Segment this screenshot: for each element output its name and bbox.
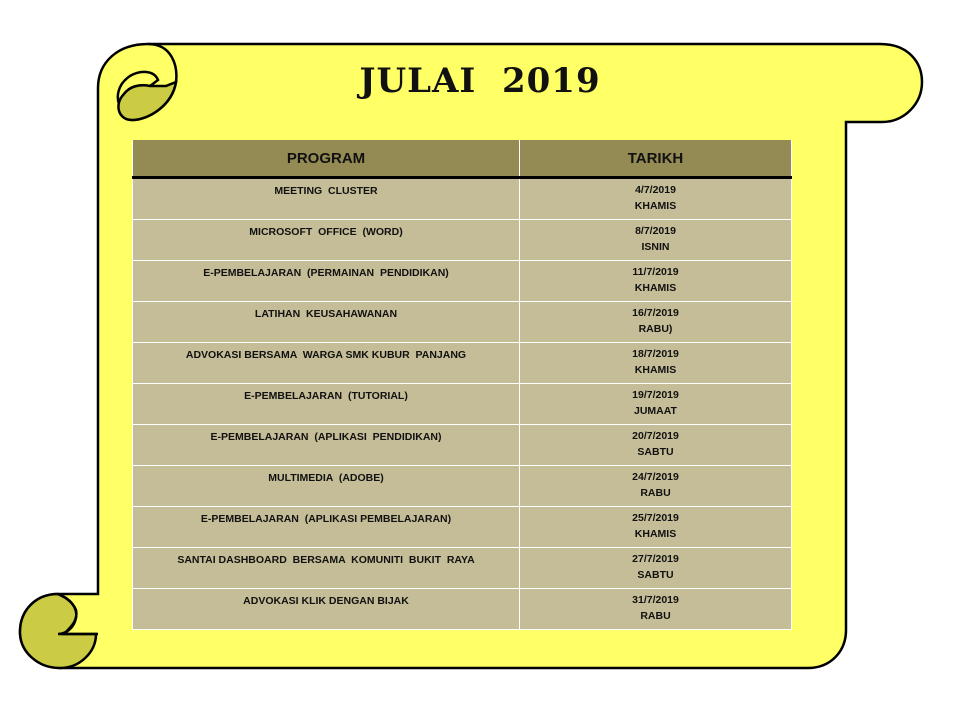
date-text: 19/7/2019: [632, 389, 679, 401]
program-cell: [133, 178, 520, 220]
schedule-table: [132, 140, 792, 630]
tarikh-cell: [520, 343, 792, 384]
table-row: [133, 220, 792, 261]
program-name: E-PEMBELAJARAN (PERMAINAN PENDIDIKAN): [203, 267, 449, 279]
program-name: ADVOKASI KLIK DENGAN BIJAK: [243, 595, 409, 607]
day-text: RABU: [640, 487, 671, 499]
day-text: KHAMIS: [634, 364, 677, 376]
page-title: JULAI 2019: [359, 61, 601, 101]
date-text: 11/7/2019: [632, 266, 679, 278]
table-row: [133, 261, 792, 302]
tarikh-cell: [520, 178, 792, 220]
column-header-program: PROGRAM: [133, 140, 520, 178]
program-name: MEETING CLUSTER: [274, 185, 378, 197]
table-row: [133, 507, 792, 548]
program-cell: [133, 548, 520, 589]
tarikh-cell: [520, 507, 792, 548]
date-text: 18/7/2019: [632, 348, 679, 360]
program-name: E-PEMBELAJARAN (APLIKASI PEMBELAJARAN): [200, 513, 452, 525]
day-text: JUMAAT: [634, 405, 677, 417]
table-row: [133, 425, 792, 466]
table-row: [133, 384, 792, 425]
program-name: MICROSOFT OFFICE (WORD): [249, 226, 403, 238]
tarikh-cell: [520, 302, 792, 343]
table-row: [133, 466, 792, 507]
day-text: SABTU: [637, 446, 674, 458]
program-cell: [133, 261, 520, 302]
table-header-row: [133, 140, 792, 178]
tarikh-cell: [520, 589, 792, 630]
tarikh-cell: [520, 425, 792, 466]
program-cell: [133, 425, 520, 466]
program-cell: [133, 507, 520, 548]
day-text: KHAMIS: [634, 528, 677, 540]
program-cell: [133, 343, 520, 384]
date-text: 8/7/2019: [635, 225, 676, 237]
date-text: 16/7/2019: [632, 307, 679, 319]
program-name: SANTAI DASHBOARD BERSAMA KOMUNITI BUKIT RAYA: [177, 554, 475, 566]
date-text: 24/7/2019: [632, 471, 679, 483]
day-text: ISNIN: [641, 241, 670, 253]
column-header-tarikh: TARIKH: [520, 140, 792, 178]
day-text: RABU): [638, 323, 673, 335]
table-row: [133, 548, 792, 589]
program-name: MULTIMEDIA (ADOBE): [268, 472, 384, 484]
program-name: E-PEMBELAJARAN (TUTORIAL): [244, 390, 408, 402]
program-cell: [133, 302, 520, 343]
program-name: ADVOKASI BERSAMA WARGA SMK KUBUR PANJANG: [185, 349, 467, 361]
date-text: 4/7/2019: [635, 184, 676, 196]
table-row: [133, 589, 792, 630]
program-name: LATIHAN KEUSAHAWANAN: [254, 308, 398, 320]
tarikh-cell: [520, 466, 792, 507]
date-text: 27/7/2019: [632, 553, 679, 565]
table-row: [133, 302, 792, 343]
date-text: 31/7/2019: [632, 594, 679, 606]
program-cell: [133, 589, 520, 630]
day-text: RABU: [640, 610, 671, 622]
table-row: [133, 343, 792, 384]
date-text: 20/7/2019: [632, 430, 679, 442]
tarikh-cell: [520, 261, 792, 302]
tarikh-cell: [520, 384, 792, 425]
tarikh-cell: [520, 548, 792, 589]
tarikh-cell: [520, 220, 792, 261]
day-text: SABTU: [637, 569, 674, 581]
program-cell: [133, 220, 520, 261]
program-cell: [133, 466, 520, 507]
program-cell: [133, 384, 520, 425]
day-text: KHAMIS: [634, 282, 677, 294]
table-row: [133, 178, 792, 220]
date-text: 25/7/2019: [632, 512, 679, 524]
program-name: E-PEMBELAJARAN (APLIKASI PENDIDIKAN): [210, 431, 442, 443]
day-text: KHAMIS: [634, 200, 677, 212]
